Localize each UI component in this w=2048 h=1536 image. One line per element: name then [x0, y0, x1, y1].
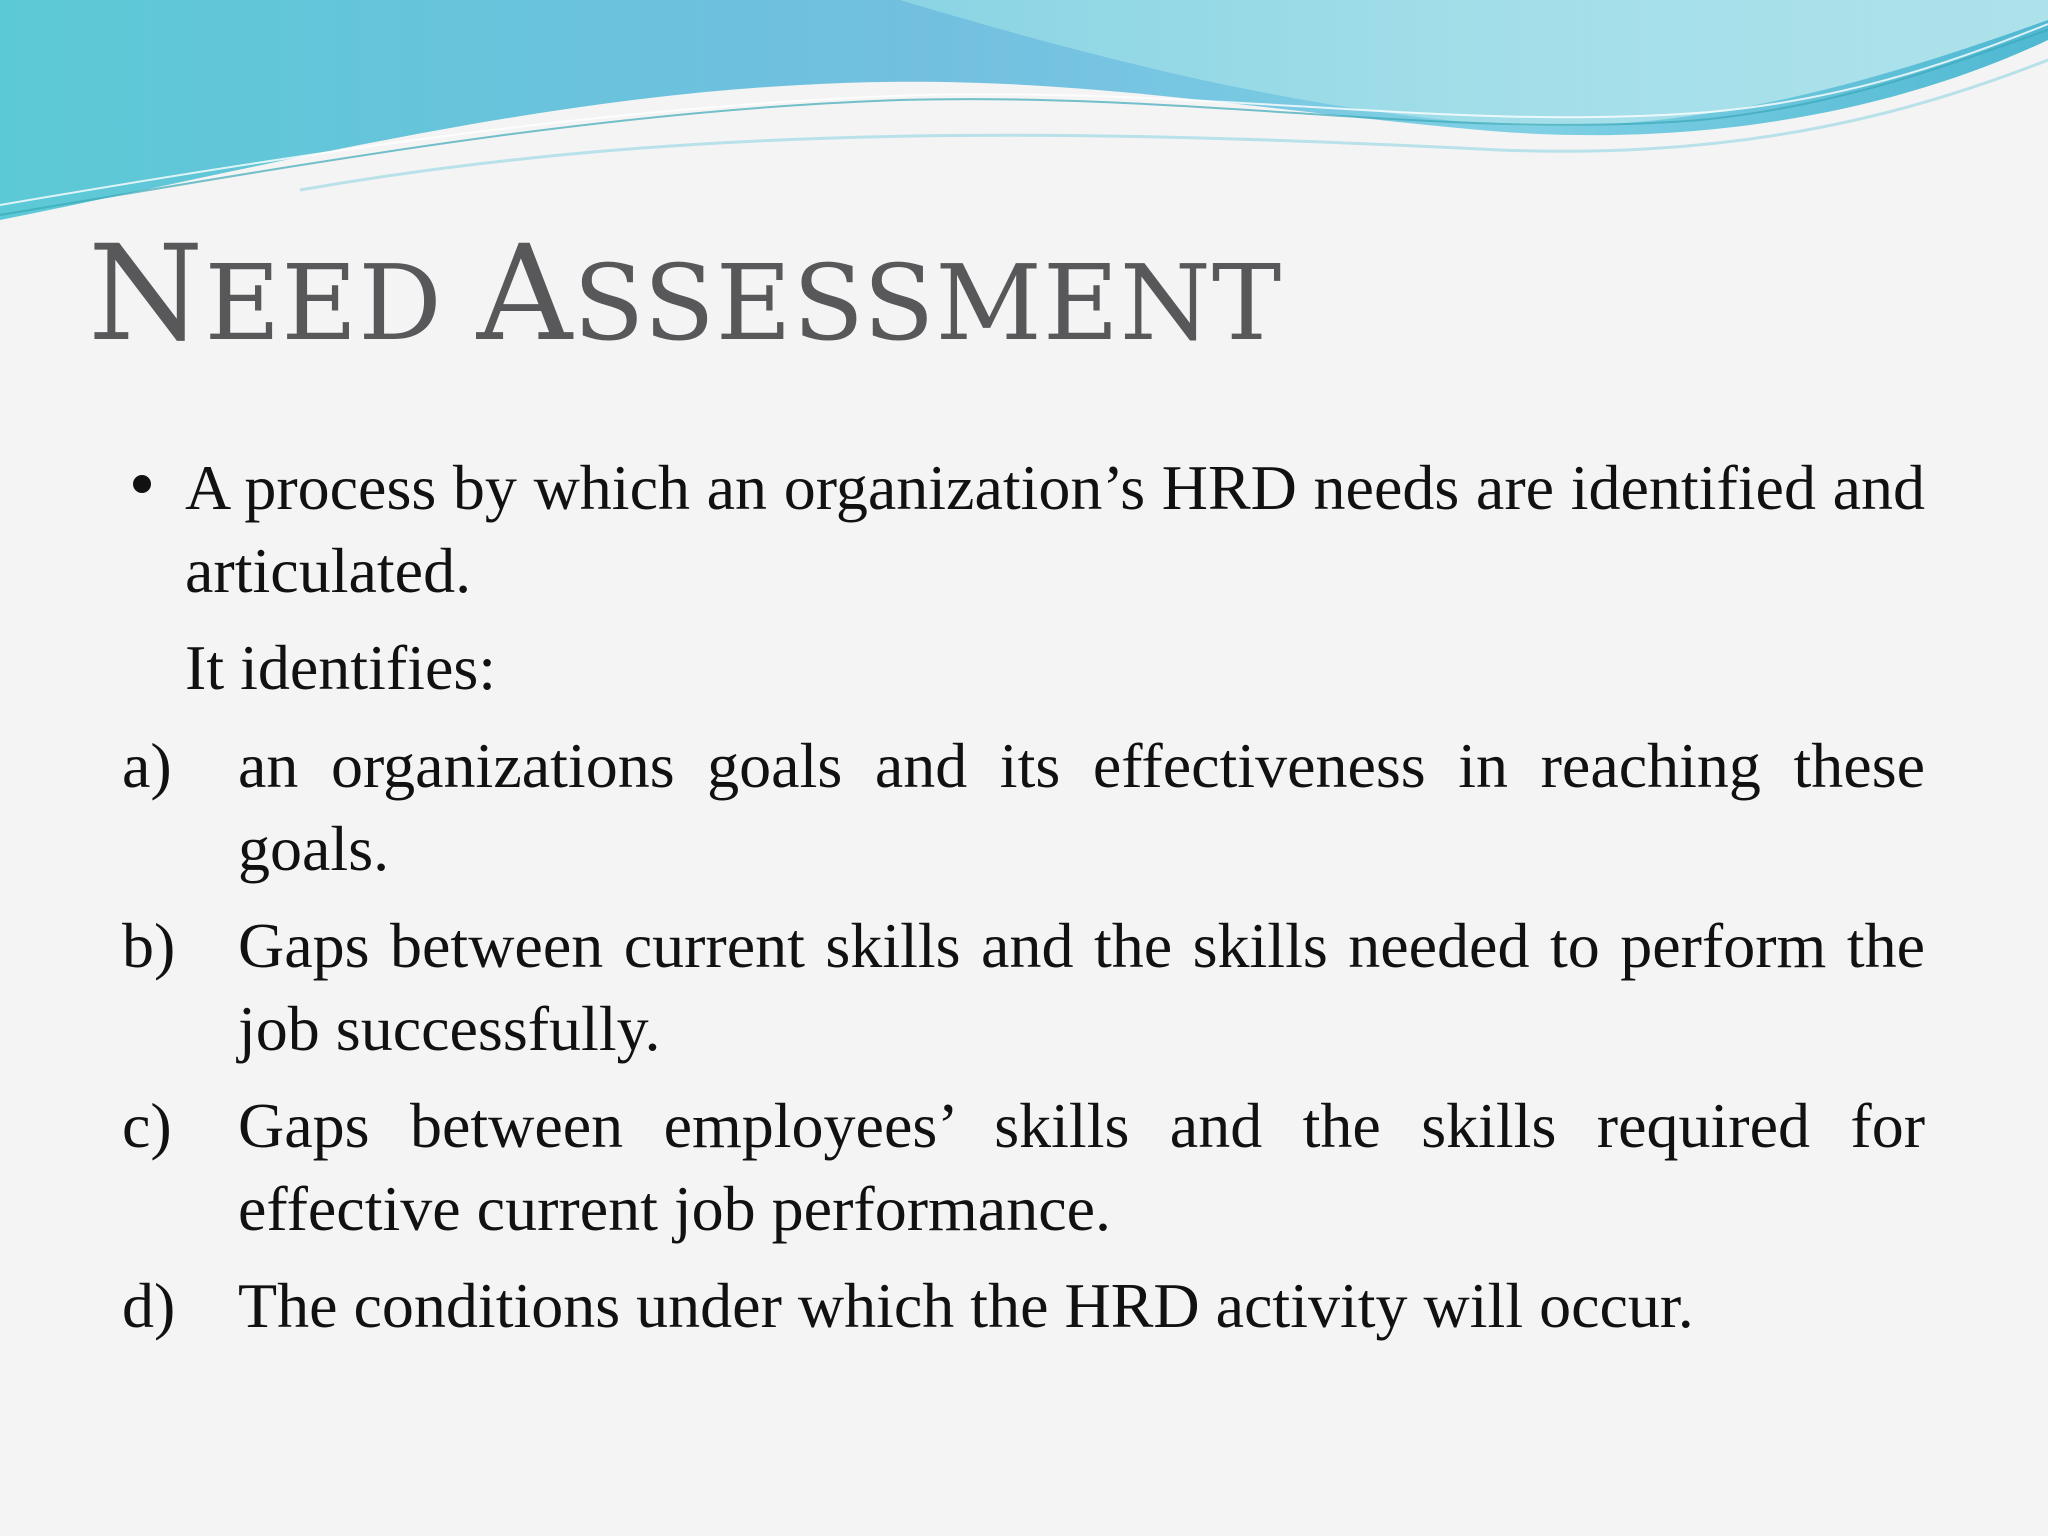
bullet-text: A process by which an organization’s HRD needs are identified and articulated. — [185, 452, 1925, 606]
list-item-text: an organizations goals and its effectiveness in reaching these goals. — [238, 730, 1925, 884]
bullet-icon — [133, 475, 151, 493]
list-item-text: Gaps between employees’ skills and the skills required for effective current job performance. — [238, 1090, 1925, 1244]
list-item-marker: b) — [122, 910, 176, 981]
list-item-marker: d) — [122, 1270, 176, 1341]
slide-title: NEED ASSESSMENT — [88, 217, 1283, 371]
identifies-label: It identifies: — [185, 632, 497, 703]
list-item-marker: a) — [122, 730, 172, 801]
list-item-text: The conditions under which the HRD activity will occur. — [238, 1270, 1694, 1341]
list-item-marker: c) — [122, 1090, 172, 1161]
list-item-text: Gaps between current skills and the skills needed to perform the job successfully. — [238, 910, 1925, 1064]
